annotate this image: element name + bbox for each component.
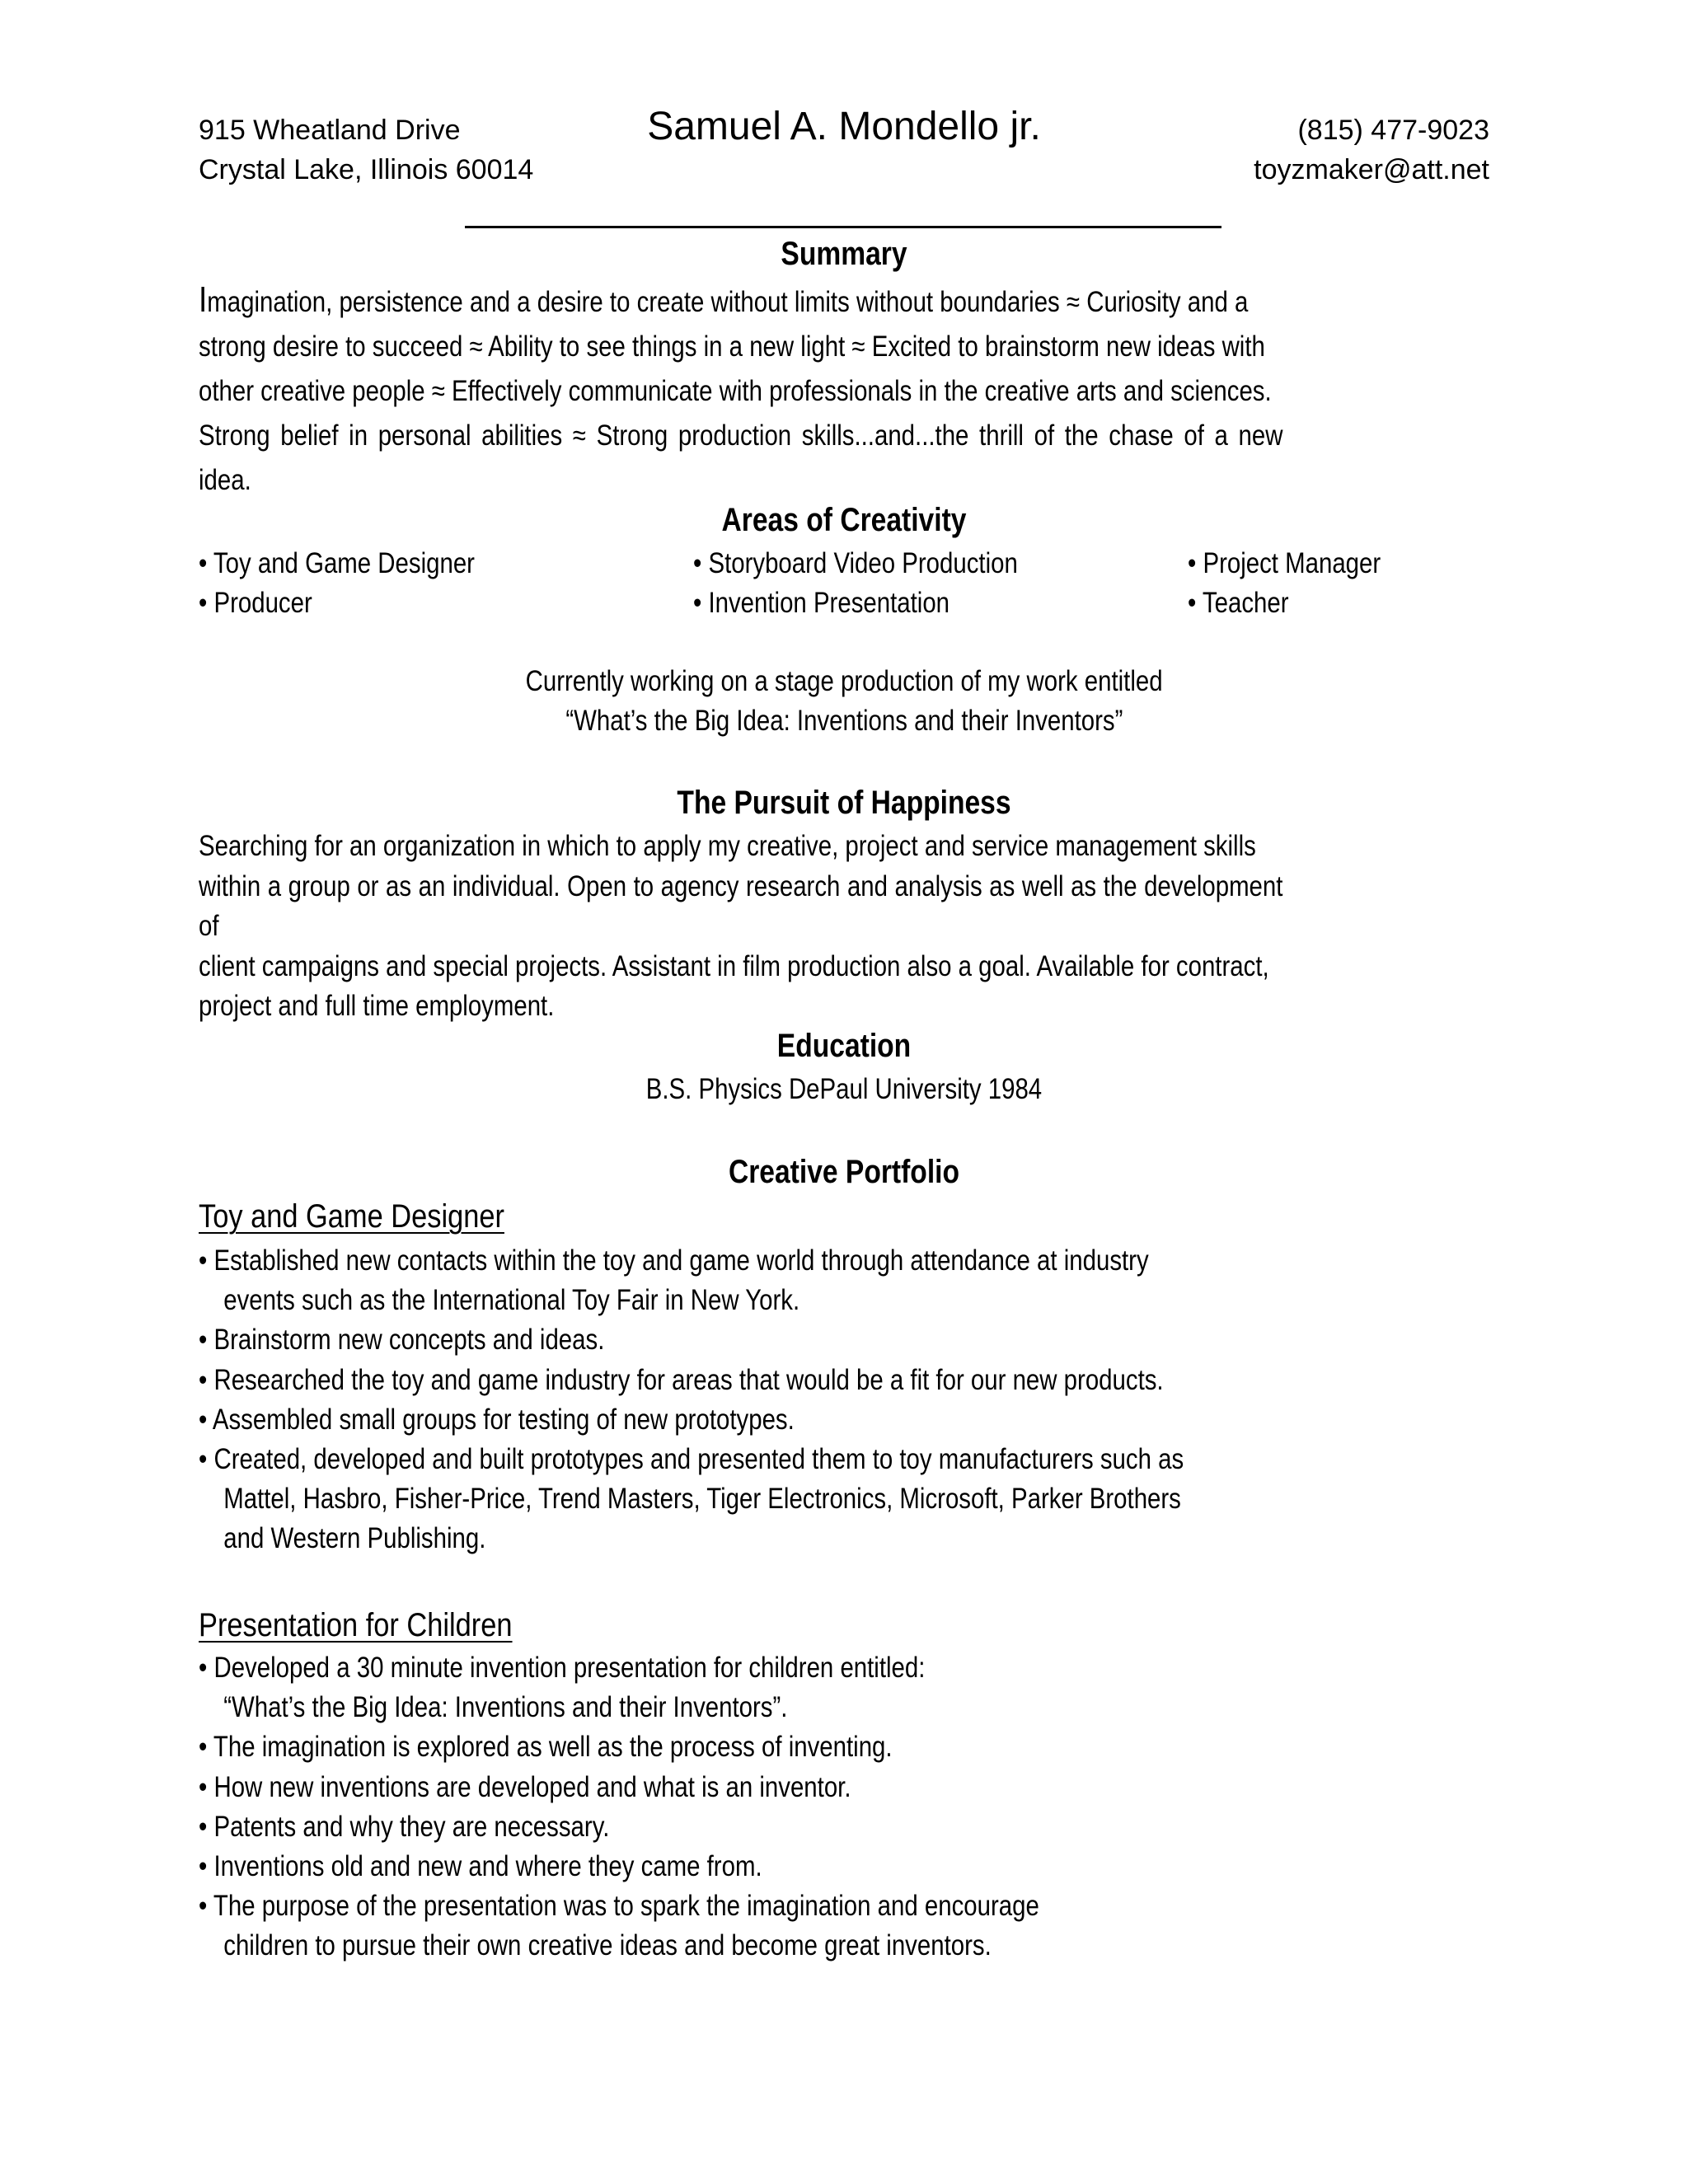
summary-line-3: other creative people ≈ Effectively communicate with professionals in the creative arts and sciences. [199,375,1272,407]
summary-dropcap: I [199,279,208,320]
email-address: toyzmaker@att.net [1254,154,1489,185]
header-divider [465,226,1221,228]
list-item: • Patents and why they are necessary. [199,1810,610,1843]
toy-designer-list [199,1241,1682,1559]
pursuit-line-2: within a group or as an individual. Open to agency research and analysis as well as the development of [199,869,1283,942]
summary-heading: Summary [781,236,907,272]
portfolio-heading: Creative Portfolio [728,1154,960,1190]
summary-line-2: strong desire to succeed ≈ Ability to see things in a new light ≈ Excited to brainstorm new ideas with [199,330,1265,363]
pursuit-paragraph [199,827,1489,1027]
list-item: • Researched the toy and game industry for areas that would be a fit for our new products. [199,1363,1164,1396]
education-degree: B.S. Physics DePaul University 1984 [645,1073,1043,1105]
pursuit-heading: The Pursuit of Happiness [677,785,1011,821]
list-item: • How new inventions are developed and what is an inventor. [199,1770,851,1803]
list-item: • Developed a 30 minute invention presentation for children entitled: “What’s the Big Idea: Inventions and their Inventors”. [199,1652,926,1724]
areas-heading: Areas of Creativity [721,502,967,538]
phone-number: (815) 477-9023 [1297,115,1489,146]
list-item: • The purpose of the presentation was to spark the imagination and encourage children to pursue their own creative ideas and become great inventors. [199,1890,1039,1962]
current-work-line-1: Currently working on a stage production of my work entitled [525,665,1163,697]
address-line-2: Crystal Lake, Illinois 60014 [199,154,534,185]
list-item: • Brainstorm new concepts and ideas. [199,1324,605,1357]
pursuit-line-3: client campaigns and special projects. Assistant in film production also a goal. Available for contract, [199,949,1269,982]
area-teacher: • Teacher [1188,587,1289,619]
presentation-list [199,1648,1682,1966]
pursuit-line-4: project and full time employment. [199,990,555,1022]
summary-line-4: Strong belief in personal abilities ≈ Strong production skills...and...the thrill of the chase of a new idea. [199,419,1283,496]
list-item: • The imagination is explored as well as the process of inventing. [199,1731,893,1764]
area-toy-game-designer: • Toy and Game Designer [199,547,475,579]
summary-paragraph [199,278,1489,503]
list-item: • Inventions old and new and where they came from. [199,1850,762,1883]
presentation-subheading: Presentation for Children [199,1607,513,1643]
pursuit-line-1: Searching for an organization in which to apply my creative, project and service management skills [199,830,1256,862]
area-storyboard-video: • Storyboard Video Production [693,547,1018,579]
toy-designer-subheading: Toy and Game Designer [199,1198,504,1235]
address-line-1: 915 Wheatland Drive [199,115,461,146]
area-invention-presentation: • Invention Presentation [693,587,950,619]
education-heading: Education [776,1028,912,1064]
list-item: • Created, developed and built prototypes and presented them to toy manufacturers such as Mattel, Hasbro, Fisher-Price, Trend Masters, Tiger Electronics, Microsoft, Parker Brothers and Western Publishing. [199,1443,1184,1555]
list-item: • Assembled small groups for testing of new prototypes. [199,1403,795,1436]
area-project-manager: • Project Manager [1188,547,1381,579]
list-item: • Established new contacts within the toy and game world through attendance at industry events such as the International Toy Fair in New York. [199,1244,1149,1317]
current-work-line-2: “What’s the Big Idea: Inventions and their Inventors” [565,705,1123,737]
area-producer: • Producer [199,587,312,619]
summary-line-1: Imagination, persistence and a desire to create without limits without boundaries ≈ Curiosity and a [199,279,1249,320]
candidate-name: Samuel A. Mondello jr. [647,105,1041,148]
